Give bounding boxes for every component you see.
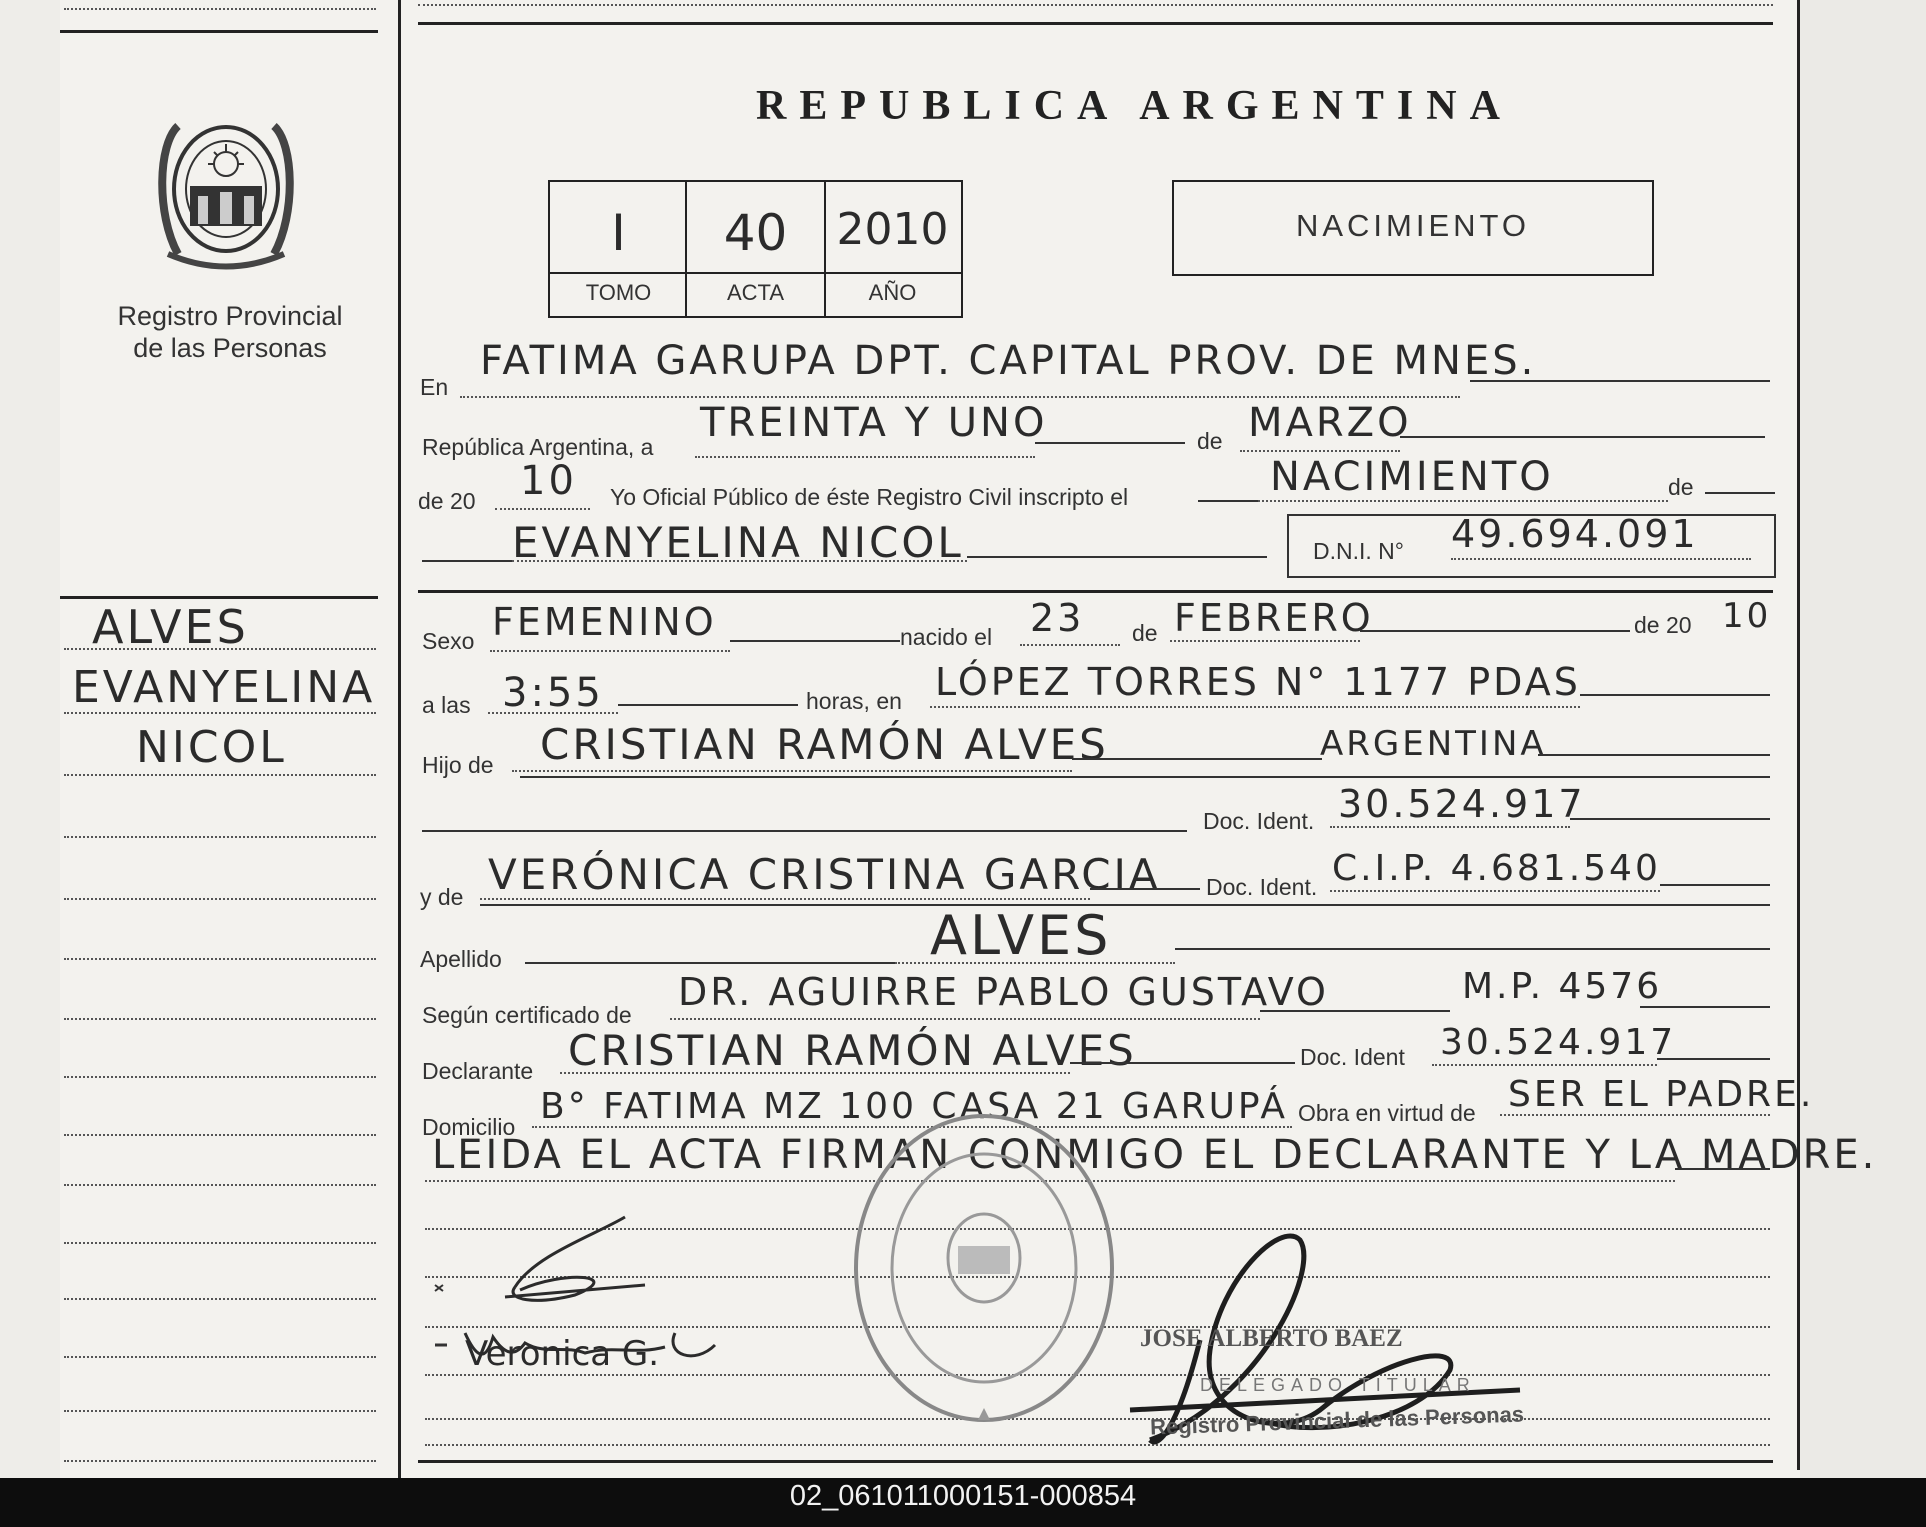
blank-line — [480, 904, 1770, 906]
dotted-underline — [930, 706, 1580, 708]
right-border — [1797, 0, 1800, 1470]
blank-line — [1570, 818, 1770, 820]
margin-line — [64, 958, 376, 960]
de20-label: de 20 — [418, 488, 476, 514]
doc-ident-label-3: Doc. Ident — [1300, 1044, 1405, 1070]
time-value: 3:55 — [502, 670, 604, 716]
bottom-rule — [418, 1460, 1773, 1463]
dni-label: D.N.I. N° — [1313, 538, 1404, 564]
margin-line — [64, 1410, 376, 1412]
mother-doc-value: C.I.P. 4.681.540 — [1332, 848, 1661, 889]
scan-code: 02_061011000151-000854 — [789, 1480, 1137, 1512]
nacido-de-label: de — [1132, 620, 1158, 646]
page-edge — [0, 0, 60, 1478]
hijo-label: Hijo de — [422, 752, 494, 778]
margin-surname: ALVES — [92, 600, 249, 654]
dotted-underline — [1258, 500, 1668, 502]
month-value: MARZO — [1248, 400, 1412, 446]
blank-line — [422, 560, 512, 562]
year-value: 10 — [520, 458, 577, 504]
document-type-box — [1172, 180, 1654, 276]
blank-line — [1640, 1006, 1770, 1008]
birth-day-value: 23 — [1030, 596, 1085, 640]
blank-line — [1035, 442, 1185, 444]
margin-line — [64, 1242, 376, 1244]
margin-line — [64, 898, 376, 900]
acta-value: 40 — [723, 204, 788, 262]
tomo-value: I — [611, 204, 626, 262]
registry-label — [60, 300, 400, 364]
declarant-doc-value: 30.524.917 — [1440, 1022, 1677, 1063]
dotted-underline — [488, 712, 618, 714]
margin-line — [64, 1460, 376, 1462]
doctor-value: DR. AGUIRRE PABLO GUSTAVO — [678, 970, 1329, 1014]
dotted-underline — [670, 1018, 1260, 1020]
blank-line — [1538, 754, 1770, 756]
doc-ident-label-2: Doc. Ident. — [1206, 874, 1318, 900]
official-title: DELEGADO TITULAR — [1200, 1375, 1476, 1395]
dotted-underline — [1240, 450, 1400, 452]
address-value: B° FATIMA MZ 100 CASA 21 GARUPÁ — [540, 1086, 1288, 1127]
dotted-underline — [895, 962, 1175, 964]
cell-rule — [550, 272, 961, 274]
dotted-underline — [490, 650, 730, 652]
yo-oficial-label: Yo Oficial Público de éste Registro Civil inscripto el — [610, 484, 1129, 510]
surname-value: ALVES — [930, 904, 1112, 967]
margin-line — [64, 1184, 376, 1186]
blank-line — [422, 830, 1187, 832]
margin-line — [64, 774, 376, 776]
obra-label: Obra en virtud de — [1298, 1100, 1476, 1126]
dni-value: 49.694.091 — [1451, 512, 1699, 556]
mother-name-value: VERÓNICA CRISTINA GARCIA — [488, 850, 1161, 899]
de-label-2: de — [1668, 474, 1694, 500]
dotted-underline — [480, 898, 1090, 900]
nacido-label: nacido el — [900, 624, 993, 650]
top-dotted — [418, 4, 1773, 6]
nacido-de20-label: de 20 — [1634, 612, 1692, 638]
registry-label-line2: de las Personas — [133, 333, 327, 363]
en-label: En — [420, 374, 449, 400]
dotted-underline — [1432, 1064, 1657, 1066]
closing-statement: LEIDA EL ACTA FIRMAN CONMIGO EL DECLARANTE Y LA MADRE. — [432, 1132, 1878, 1178]
record-number-box — [548, 180, 963, 318]
blank-line — [1400, 436, 1765, 438]
dotted-underline — [512, 770, 1072, 772]
registry-label-line1: Registro Provincial — [117, 301, 343, 331]
dotted-underline — [1170, 640, 1360, 642]
dotted-underline — [512, 560, 967, 562]
father-name-value: CRISTIAN RAMÓN ALVES — [540, 720, 1109, 769]
birth-place-value: LÓPEZ TORRES N° 1177 PDAS — [935, 660, 1581, 704]
dotted-underline — [1330, 826, 1570, 828]
child-name-value: EVANYELINA NICOL — [512, 518, 964, 567]
sexo-value: FEMENINO — [492, 600, 717, 644]
margin-line — [64, 712, 376, 714]
birth-year-value: 10 — [1722, 596, 1772, 636]
blank-line — [1072, 758, 1322, 760]
section-rule — [418, 590, 1773, 593]
blank-line — [967, 556, 1267, 558]
dni-box — [1287, 514, 1776, 578]
official-name: JOSE ALBERTO BAEZ — [1140, 1325, 1403, 1352]
top-rule — [418, 22, 1773, 25]
blank-line — [1260, 1010, 1450, 1012]
signature-line — [425, 1444, 1770, 1446]
declarant-value: CRISTIAN RAMÓN ALVES — [568, 1026, 1137, 1075]
margin-line — [64, 1076, 376, 1078]
segun-label: Según certificado de — [422, 1002, 632, 1028]
blank-line — [1470, 380, 1770, 382]
dotted-underline — [1500, 1114, 1770, 1116]
alas-label: a las — [422, 692, 471, 718]
blank-line — [1705, 492, 1775, 494]
de-label: de — [1197, 428, 1223, 454]
blank-line — [1660, 884, 1770, 886]
father-doc-value: 30.524.917 — [1338, 782, 1586, 826]
blank-line — [525, 962, 895, 964]
province-seal-icon — [148, 104, 304, 274]
official-registry: Registro Provincial de las Personas — [1149, 1401, 1525, 1440]
dotted-underline — [1451, 558, 1751, 560]
margin-middle-name: NICOL — [136, 722, 287, 773]
tomo-label: TOMO — [585, 280, 652, 305]
margin-line — [64, 1018, 376, 1020]
page-edge-right — [1800, 0, 1926, 1478]
dotted-underline — [1330, 890, 1660, 892]
document-title: REPUBLICA ARGENTINA — [756, 83, 1513, 129]
blank-line — [1580, 694, 1770, 696]
republica-label: República Argentina, a — [422, 434, 654, 460]
day-written-value: TREINTA Y UNO — [700, 400, 1048, 446]
sexo-label: Sexo — [422, 628, 475, 654]
declarante-label: Declarante — [422, 1058, 534, 1084]
blank-line — [520, 776, 1770, 778]
domicilio-label: Domicilio — [422, 1114, 516, 1140]
column-divider — [398, 0, 401, 1478]
margin-line — [64, 836, 376, 838]
margin-line — [64, 1134, 376, 1136]
dotted-underline — [495, 508, 590, 510]
margin-line — [64, 1356, 376, 1358]
dotted-underline — [1020, 644, 1120, 646]
blank-line — [1360, 630, 1630, 632]
horas-label: horas, en — [806, 688, 902, 714]
dotted-underline — [460, 396, 1460, 398]
blank-line — [1198, 500, 1258, 502]
blank-line — [1090, 888, 1200, 890]
father-nationality-value: ARGENTINA — [1320, 724, 1547, 764]
margin-line — [64, 1298, 376, 1300]
acta-label: ACTA — [726, 280, 785, 305]
declarant-signature-icon — [425, 1215, 745, 1375]
place-value: FATIMA GARUPA DPT. CAPITAL PROV. DE MNES. — [480, 338, 1537, 384]
blank-line — [730, 640, 900, 642]
yde-label: y de — [420, 884, 464, 910]
dotted-underline — [560, 1072, 1070, 1074]
margin-given-names: EVANYELINA — [72, 662, 376, 713]
apellido-label: Apellido — [420, 946, 502, 972]
left-name-rule — [60, 596, 378, 599]
blank-line — [1675, 1168, 1770, 1170]
dotted-underline — [695, 456, 1035, 458]
anio-label: AÑO — [868, 280, 917, 305]
left-top-dotted — [64, 8, 376, 10]
doctor-license-value: M.P. 4576 — [1462, 966, 1663, 1007]
blank-line — [1657, 1058, 1770, 1060]
blank-line — [1070, 1062, 1295, 1064]
doc-ident-label-1: Doc. Ident. — [1203, 808, 1315, 834]
birth-month-value: FEBRERO — [1174, 596, 1374, 640]
blank-line — [1175, 948, 1770, 950]
capacity-value: SER EL PADRE. — [1508, 1074, 1815, 1115]
mother-signature-text: Veronica G. — [465, 1334, 660, 1374]
registry-stamp-icon — [848, 1108, 1120, 1428]
margin-line — [64, 648, 376, 650]
anio-value: 2010 — [836, 204, 949, 255]
document-type: NACIMIENTO — [1295, 208, 1531, 243]
left-top-rule — [60, 30, 378, 33]
blank-line — [618, 704, 798, 706]
inscripto-value: NACIMIENTO — [1270, 454, 1554, 500]
